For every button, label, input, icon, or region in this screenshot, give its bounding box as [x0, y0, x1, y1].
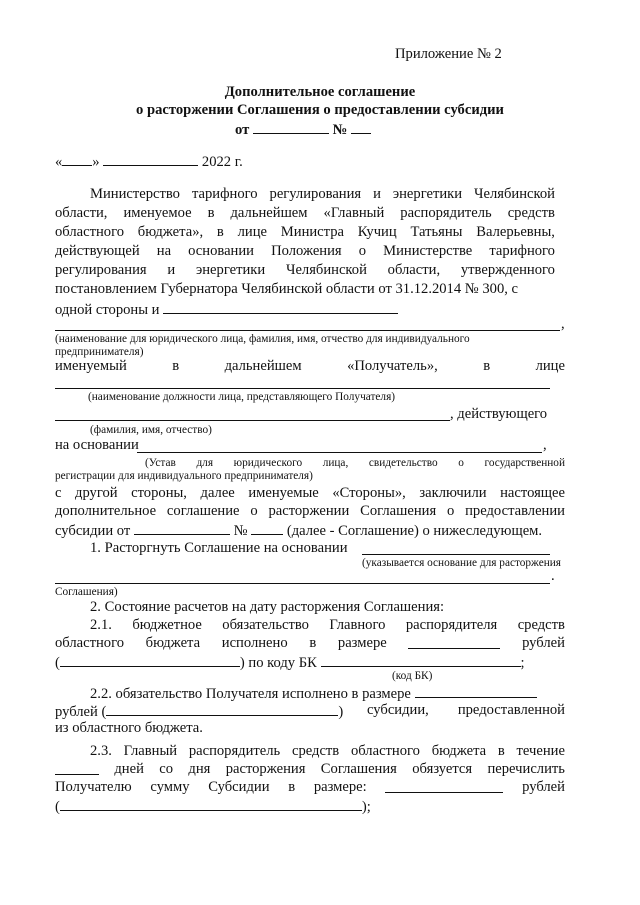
word: Субсидии: [208, 779, 270, 795]
point-2-2-line-1: [90, 684, 537, 703]
word: основании: [188, 243, 254, 259]
transfer-amount-words-blank: [60, 797, 362, 811]
point-2-2-line-3: из областного бюджета.: [55, 720, 203, 736]
word: в: [497, 743, 505, 759]
word: бюджета»,: [137, 224, 204, 240]
word: 2.2. обязательство Получателя исполнено в размере: [90, 686, 411, 702]
word: далее: [200, 485, 235, 501]
word: дальнейшем: [230, 205, 308, 221]
word: распорядителя: [405, 617, 498, 633]
word: сумму: [150, 779, 190, 795]
word: субсидии,: [367, 702, 429, 718]
word: 2.3.: [90, 743, 112, 759]
word: областного: [350, 743, 420, 759]
budget-code-note: (код БК): [392, 670, 433, 682]
appendix-number: Приложение № 2: [395, 46, 502, 62]
word: в: [288, 779, 296, 795]
word: размере: [337, 635, 387, 651]
document-title-line2: о расторжении Соглашения о предоставлении субсидии: [136, 102, 504, 118]
word: Главного: [329, 617, 386, 633]
intro-line-7: [55, 300, 398, 319]
fio-line: [55, 420, 450, 421]
word: энергетики: [392, 186, 463, 202]
word: распорядитель: [188, 743, 281, 759]
basis-label: на основании: [55, 437, 139, 453]
word: о: [447, 503, 455, 519]
title-from-label: от: [235, 122, 250, 138]
word: в: [216, 224, 224, 240]
word: в: [207, 205, 215, 221]
word: Кучиц: [357, 224, 397, 240]
word: расторжении: [268, 503, 350, 519]
document-title-line3: [235, 120, 371, 139]
word: дополнительное: [55, 503, 157, 519]
word: предоставлении: [465, 503, 565, 519]
intro-line-3: [55, 224, 555, 241]
word: о: [250, 503, 258, 519]
word: средств: [291, 743, 340, 759]
point-2-3-line-2: [55, 761, 565, 778]
open-quote: «: [55, 154, 63, 170]
word: области,: [55, 205, 108, 221]
basis-comma: ,: [543, 437, 547, 453]
word: и: [167, 262, 176, 278]
close-quote: »: [92, 154, 100, 170]
word: распорядитель: [400, 205, 492, 221]
point-2-1-line-3: [55, 653, 525, 672]
word: Министра: [280, 224, 344, 240]
point-2-1-line-1: [90, 617, 565, 634]
transfer-amount-blank: [385, 779, 503, 793]
word: областного: [55, 224, 124, 240]
word: и: [373, 186, 381, 202]
point-1-period: .: [551, 568, 555, 584]
word: Валерьевны,: [476, 224, 555, 240]
termination-reason-line-2: [55, 583, 550, 584]
point-2-2-tail: [367, 702, 565, 719]
word: области,: [387, 262, 441, 278]
word: Челябинской: [285, 262, 367, 278]
word: бюджета: [145, 635, 201, 651]
word: со: [159, 761, 174, 777]
date-line: [55, 152, 243, 171]
word: предоставленной: [457, 702, 565, 718]
word: утвержденного: [460, 262, 555, 278]
word: Соглашения: [320, 761, 397, 777]
word: «Стороны»,: [332, 485, 406, 501]
word: (далее - Соглашение) о нижеследующем.: [286, 523, 543, 539]
subsidy-date-blank: [134, 521, 230, 535]
word: тарифного: [191, 186, 258, 202]
basis-note-line: [145, 457, 565, 470]
word: средств: [507, 205, 555, 221]
position-note: (наименование должности лица, представляющего Получателя): [88, 391, 396, 403]
word: Татьяны: [410, 224, 463, 240]
word: «Получатель»,: [347, 358, 438, 374]
word: именуемые: [248, 485, 319, 501]
word: );: [361, 799, 371, 815]
word: размере:: [313, 779, 367, 795]
word: рублей: [522, 779, 565, 795]
word: Министерстве: [383, 243, 473, 259]
word: бюджетное: [132, 617, 202, 633]
word: (: [55, 655, 60, 671]
word: рублей: [55, 704, 98, 720]
fio-note: (фамилия, имя, отчество): [90, 424, 212, 436]
word: энергетики: [195, 262, 266, 278]
word: тарифного: [489, 243, 555, 259]
word: соглашение: [166, 503, 240, 519]
title-number-label: №: [332, 122, 348, 138]
point-2-2-line-2: [55, 702, 565, 721]
word: с: [55, 485, 62, 501]
party-note-2: предпринимателя): [55, 346, 144, 358]
budget-amount-blank: [408, 635, 500, 649]
word: дальнейшем: [224, 358, 302, 374]
word: течение: [516, 743, 565, 759]
point-2-1-line-2: [55, 635, 565, 652]
budget-amount-words-blank: [60, 653, 240, 667]
month-blank: [103, 152, 198, 166]
word: 2.1.: [90, 617, 112, 633]
word: Главный: [123, 743, 178, 759]
body-line-2: [55, 503, 565, 520]
word: в: [309, 635, 317, 651]
word: регулирования: [55, 262, 147, 278]
subsidy-number-blank: [251, 521, 283, 535]
intro-line-1: [90, 186, 555, 203]
word: на: [156, 243, 172, 259]
intro-line-4: [55, 243, 555, 260]
point-2-3-line-1: [90, 743, 565, 760]
word: Соглашения: [360, 503, 437, 519]
word: одной стороны и: [55, 302, 160, 318]
word: в: [172, 358, 180, 374]
body-line-1: [55, 485, 565, 502]
body-line-3: [55, 521, 542, 540]
word: именуемое: [123, 205, 192, 221]
year-text: 2022 г.: [201, 154, 243, 170]
word: свидетельство: [368, 457, 438, 469]
word: дня: [188, 761, 211, 777]
point-2-3-line-4: [55, 797, 371, 816]
word: №: [233, 523, 248, 539]
word: Челябинской: [474, 186, 555, 202]
intro-line-6: постановлением Губернатора Челябинской области от 31.12.2014 № 300, с: [55, 281, 519, 297]
day-blank: [62, 152, 92, 166]
word: Положения: [271, 243, 342, 259]
word: расторжения: [225, 761, 306, 777]
word: юридического: [233, 457, 303, 469]
termination-reason-note: (указывается основание для расторжения: [362, 557, 562, 569]
word: другой: [75, 485, 118, 501]
position-line: [55, 388, 550, 389]
word: лице: [535, 358, 565, 374]
intro-line-2: [55, 205, 555, 222]
point-2-3-line-3: [55, 779, 565, 796]
word: в: [483, 358, 491, 374]
days-blank: [55, 761, 99, 775]
second-party-blank-start: [163, 300, 398, 314]
word: для: [196, 457, 214, 469]
intro-line-5: [55, 262, 555, 279]
acting-text: , действующего: [450, 406, 548, 422]
document-title-line1: Дополнительное соглашение: [224, 84, 416, 100]
word: бюджета: [431, 743, 487, 759]
word: ) по коду БК: [239, 655, 317, 671]
recipient-amount-words-blank: [106, 702, 338, 716]
word: областного: [55, 635, 124, 651]
word: стороны,: [131, 485, 187, 501]
point-1: 1. Расторгнуть Соглашение на основании: [90, 540, 348, 556]
point-2: 2. Состояние расчетов на дату расторжения Соглашения:: [90, 599, 445, 615]
recipient-named-line: [55, 358, 565, 375]
word: Получателю: [55, 779, 132, 795]
word: исполнено: [221, 635, 288, 651]
word: (: [101, 704, 107, 720]
word: рублей: [522, 635, 565, 651]
recipient-amount-blank: [415, 684, 537, 698]
agreement-number-blank: [351, 120, 371, 134]
word: заключили: [419, 485, 487, 501]
party-note-1: (наименование для юридического лица, фамилия, имя, отчество для индивидуального: [55, 333, 470, 345]
word: ): [338, 704, 344, 720]
word: лица,: [322, 457, 349, 469]
word: обязательство: [222, 617, 309, 633]
budget-code-blank: [321, 653, 521, 667]
word: именуемый: [55, 358, 127, 374]
word: государственной: [484, 457, 565, 469]
word: настоящее: [500, 485, 565, 501]
word: ;: [520, 655, 525, 671]
party-comma: ,: [561, 316, 565, 332]
word: перечислить: [487, 761, 565, 777]
termination-note-2: Соглашения): [55, 586, 118, 598]
agreement-date-blank: [253, 120, 329, 134]
registration-note: регистрации для индивидуального предпринимателя): [55, 470, 313, 482]
basis-line: [137, 452, 542, 453]
word: обязуется: [412, 761, 473, 777]
word: (: [55, 799, 60, 815]
party-name-line: [55, 330, 560, 331]
word: «Главный: [323, 205, 385, 221]
word: средств: [517, 617, 565, 633]
word: Министерство: [90, 186, 180, 202]
word: регулирования: [269, 186, 362, 202]
word: (Устав: [145, 457, 176, 469]
word: лице: [237, 224, 267, 240]
termination-reason-line: [362, 554, 550, 555]
word: субсидии от: [55, 523, 131, 539]
word: о: [358, 243, 367, 259]
word: о: [458, 457, 464, 469]
word: дней: [114, 761, 144, 777]
word: действующей: [55, 243, 140, 259]
